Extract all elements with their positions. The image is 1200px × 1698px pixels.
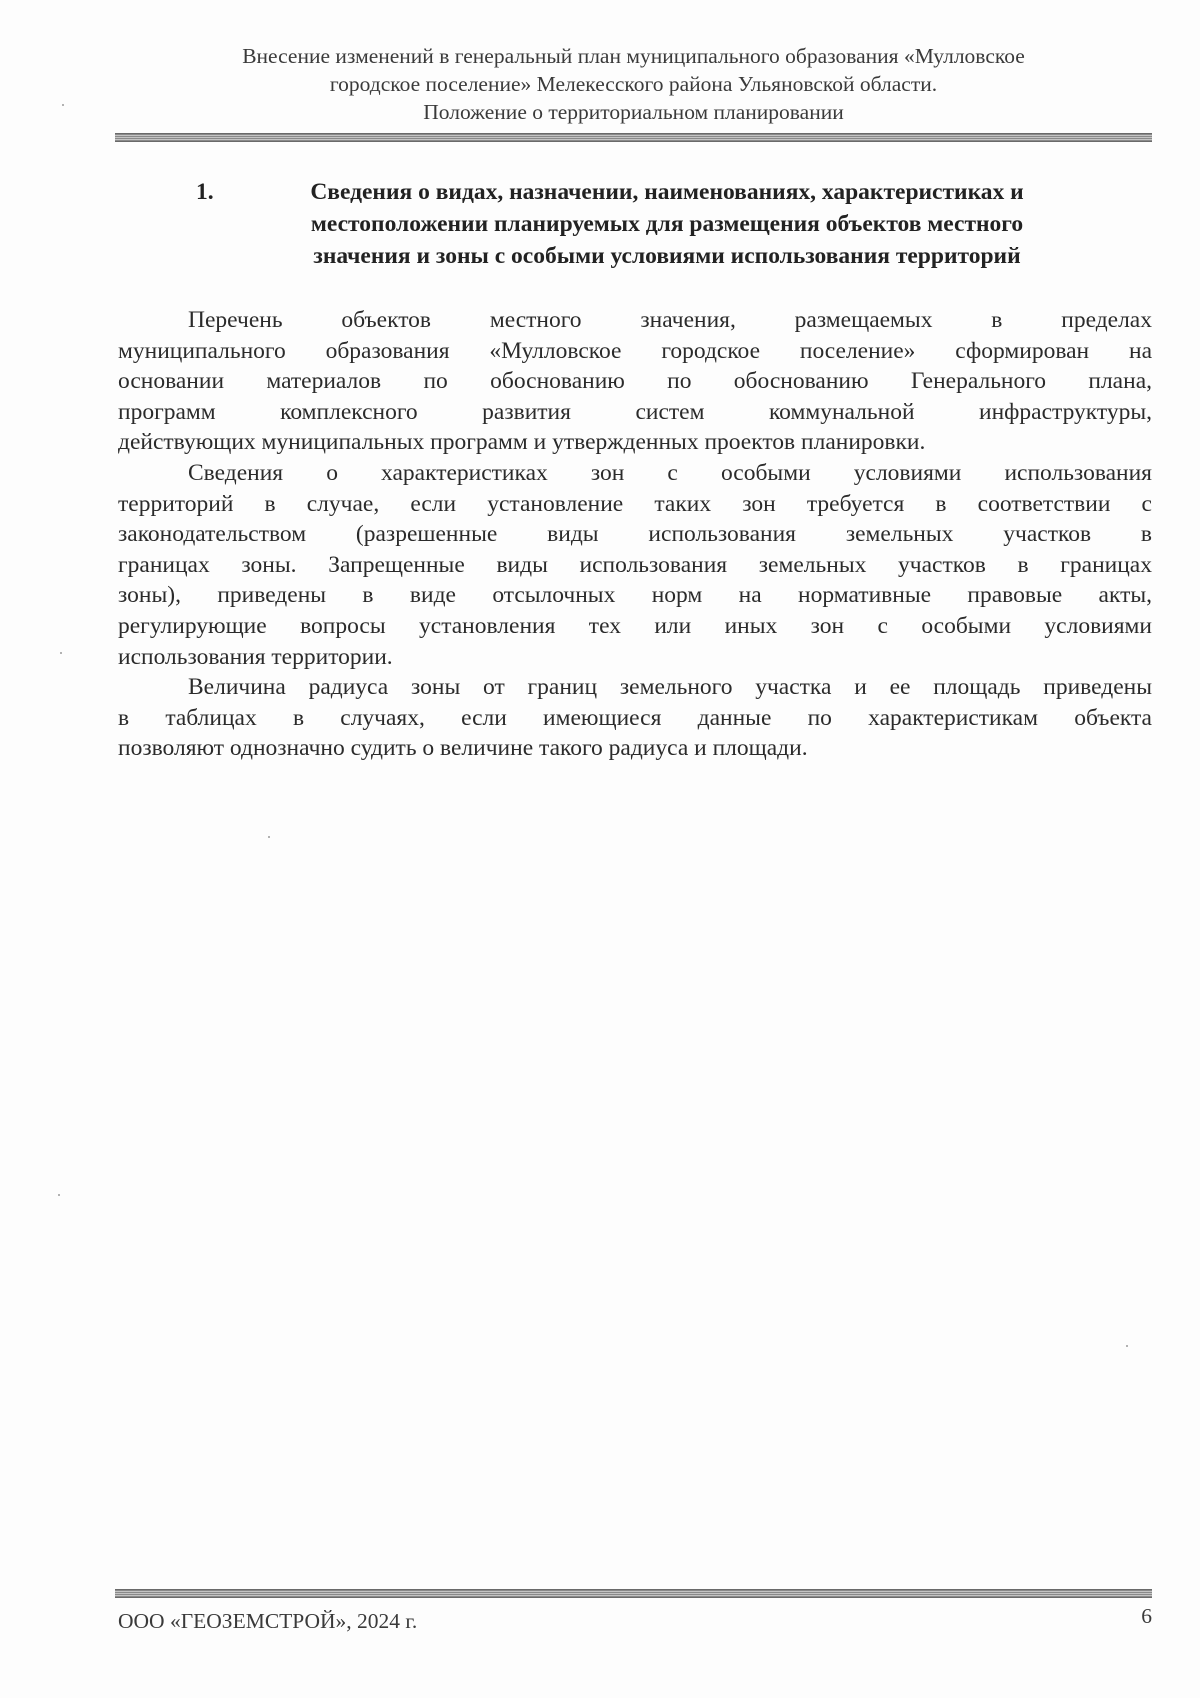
section-heading [196, 176, 1116, 272]
paragraph-line: регулирующие вопросы установления тех или иных зон с особыми условиями [118, 612, 1152, 639]
paragraph-line: позволяют однозначно судить о величине такого радиуса и площади. [118, 735, 808, 762]
paragraph-line: границах зоны. Запрещенные виды использования земельных участков в границах [118, 551, 1152, 578]
header-divider [115, 133, 1152, 142]
paragraph-line: Сведения о характеристиках зон с особыми условиями использования [188, 459, 1152, 486]
page-number: 6 [1141, 1604, 1152, 1628]
paragraph-line: зоны), приведены в виде отсылочных норм на нормативные правовые акты, [118, 582, 1152, 609]
paragraph-line: использования территории. [118, 643, 393, 670]
footer-divider [115, 1589, 1152, 1598]
paragraph-line: в таблицах в случаях, если имеющиеся данные по характеристикам объекта [118, 704, 1152, 731]
paragraph-line: муниципального образования «Мулловское городское поселение» сформирован на [118, 337, 1152, 364]
section-title-line-3: значения и зоны с особыми условиями использования территорий [313, 243, 1021, 269]
paragraph-line: территорий в случае, если установление таких зон требуется в соответствии с [118, 490, 1152, 517]
footer-company: ООО «ГЕОЗЕМСТРОЙ», 2024 г. [118, 1609, 418, 1633]
paragraph-3 [118, 672, 1152, 764]
paragraph-line: действующих муниципальных программ и утвержденных проектов планировки. [118, 429, 926, 456]
running-header [115, 42, 1152, 126]
header-line-3: Положение о территориальном планировании [423, 100, 844, 124]
paragraph-line: программ комплексного развития систем коммунальной инфраструктуры, [118, 398, 1152, 425]
body-text [118, 305, 1152, 764]
scan-speck [62, 104, 64, 106]
paragraph-1 [118, 305, 1152, 458]
scan-speck [58, 1194, 60, 1196]
scan-speck [1126, 1345, 1128, 1347]
section-number: 1. [196, 179, 214, 205]
paragraph-line: Величина радиуса зоны от границ земельного участка и ее площадь приведены [188, 674, 1152, 701]
paragraph-line: законодательством (разрешенные виды использования земельных участков в [118, 521, 1152, 548]
header-line-1: Внесение изменений в генеральный план муниципального образования «Мулловское [242, 44, 1025, 68]
section-title-line-1: Сведения о видах, назначении, наименованиях, характеристиках и [310, 179, 1024, 205]
scan-speck [268, 836, 270, 838]
header-line-2: городское поселение» Мелекесского района Ульяновской области. [329, 72, 938, 96]
section-title-line-2: местоположении планируемых для размещения объектов местного [310, 211, 1024, 237]
paragraph-2 [118, 458, 1152, 672]
scan-speck [60, 652, 62, 654]
paragraph-line: Перечень объектов местного значения, размещаемых в пределах [188, 307, 1152, 333]
paragraph-line: основании материалов по обоснованию по обоснованию Генерального плана, [118, 368, 1152, 395]
